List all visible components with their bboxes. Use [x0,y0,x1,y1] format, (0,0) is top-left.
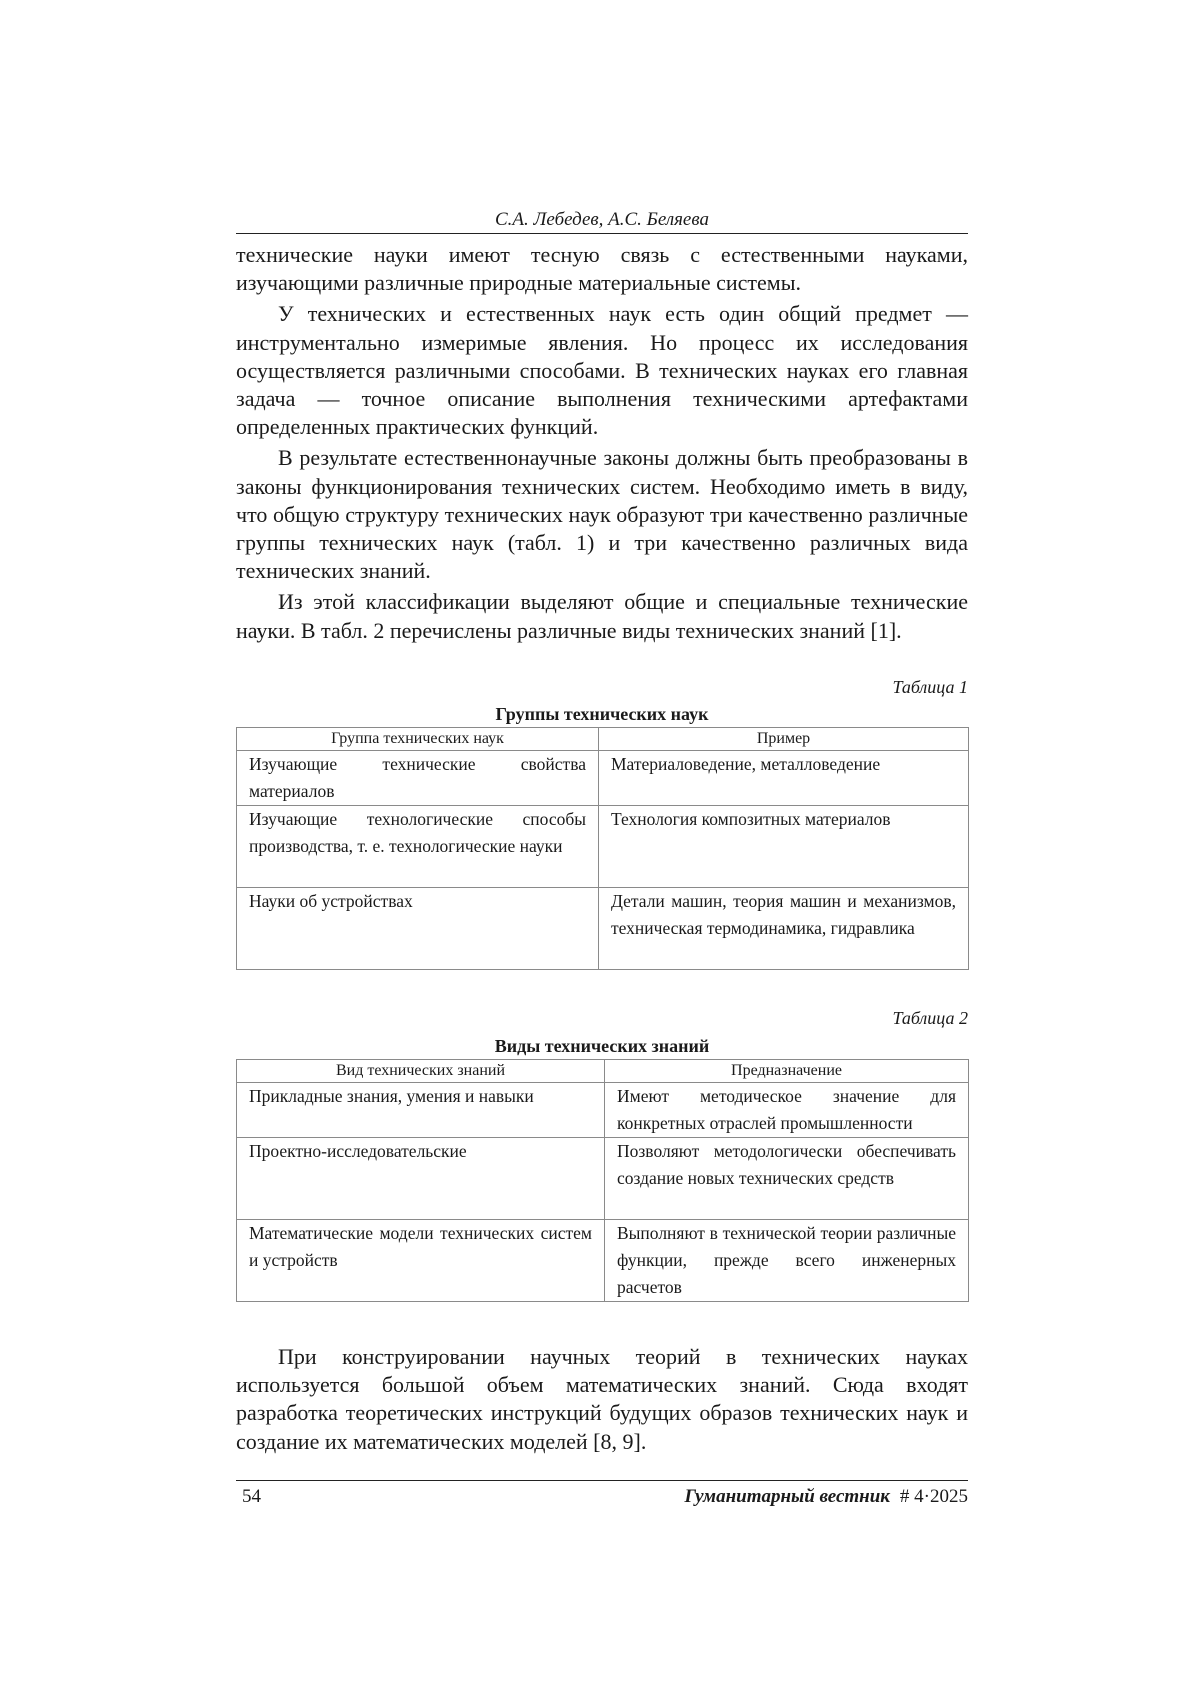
table1-cell: Изучающие технические свойства материалов [237,751,599,806]
footer [236,1484,968,1510]
journal-title: Гуманитарный вестник [684,1486,890,1507]
table1-cell: Изучающие технологические способы производства, т. е. технологические науки [237,806,599,888]
running-head-authors: С.А. Лебедев, А.С. Беляева [495,209,709,230]
table1-row [237,806,969,888]
table2-header-cell: Предназначение [605,1060,969,1083]
paragraph: У технических и естественных наук есть один общий предмет — инструментально измеримые явления. Но процесс их исследования осуществляется различными способами. В технических науках его главная задача — точное описание выполнения техническими артефактами определенных практических функций. [236,301,968,440]
table2-header-cell: Вид технических знаний [237,1060,605,1083]
table2-cell: Имеют методическое значение для конкретных отраслей промышленности [605,1083,969,1138]
table1 [236,727,969,970]
table2-header-row [237,1060,969,1083]
paragraph: Из этой классификации выделяют общие и специальные технические науки. В табл. 2 перечислены различные виды технических знаний [1]. [236,589,968,643]
table2-cell: Прикладные знания, умения и навыки [237,1083,605,1138]
table1-header-row [237,728,969,751]
journal-name [684,1484,968,1510]
header-rule [236,233,968,234]
table1-header-cell: Пример [599,728,969,751]
table1-row [237,751,969,806]
table1-cell: Науки об устройствах [237,888,599,970]
paragraph: При конструировании научных теорий в технических науках используется большой объем математических знаний. Сюда входят разработка теоретических инструкций будущих образов технических наук и создание их математических моделей [8, 9]. [236,1344,968,1454]
page-number: 54 [242,1486,261,1507]
table1-header-cell: Группа технических наук [237,728,599,751]
table1-caption: Таблица 1 [892,677,968,697]
table1-title: Группы технических наук [495,704,709,724]
closing-text [236,1343,968,1456]
table1-cell: Детали машин, теория машин и механизмов, техническая термодинамика, гидравлика [599,888,969,970]
page [236,0,968,1698]
paragraph: В результате естественнонаучные законы должны быть преобразованы в законы функционирования технических систем. Необходимо иметь в виду, что общую структуру технических наук образуют три качественно различные группы технических наук (табл. 1) и три качественно различных вида технических знаний. [236,445,968,584]
body-text [236,241,968,645]
journal-issue: # 4·2025 [899,1486,968,1507]
table2 [236,1059,969,1302]
table1-cell: Технология композитных материалов [599,806,969,888]
table2-row [237,1220,969,1302]
table2-row [237,1138,969,1220]
table2-caption: Таблица 2 [892,1008,968,1028]
table2-title: Виды технических знаний [494,1036,710,1056]
table2-cell: Выполняют в технической теории различные функции, прежде всего инженерных расчетов [605,1220,969,1302]
table2-cell: Позволяют методологически обеспечивать создание новых технических средств [605,1138,969,1220]
table2-row [237,1083,969,1138]
footer-rule [236,1480,968,1481]
table1-row [237,888,969,970]
table1-cell: Материаловедение, металловедение [599,751,969,806]
table2-cell: Проектно-исследовательские [237,1138,605,1220]
paragraph: технические науки имеют тесную связь с естественными науками, изучающими различные природные материальные системы. [236,242,968,296]
table2-cell: Математические модели технических систем и устройств [237,1220,605,1302]
